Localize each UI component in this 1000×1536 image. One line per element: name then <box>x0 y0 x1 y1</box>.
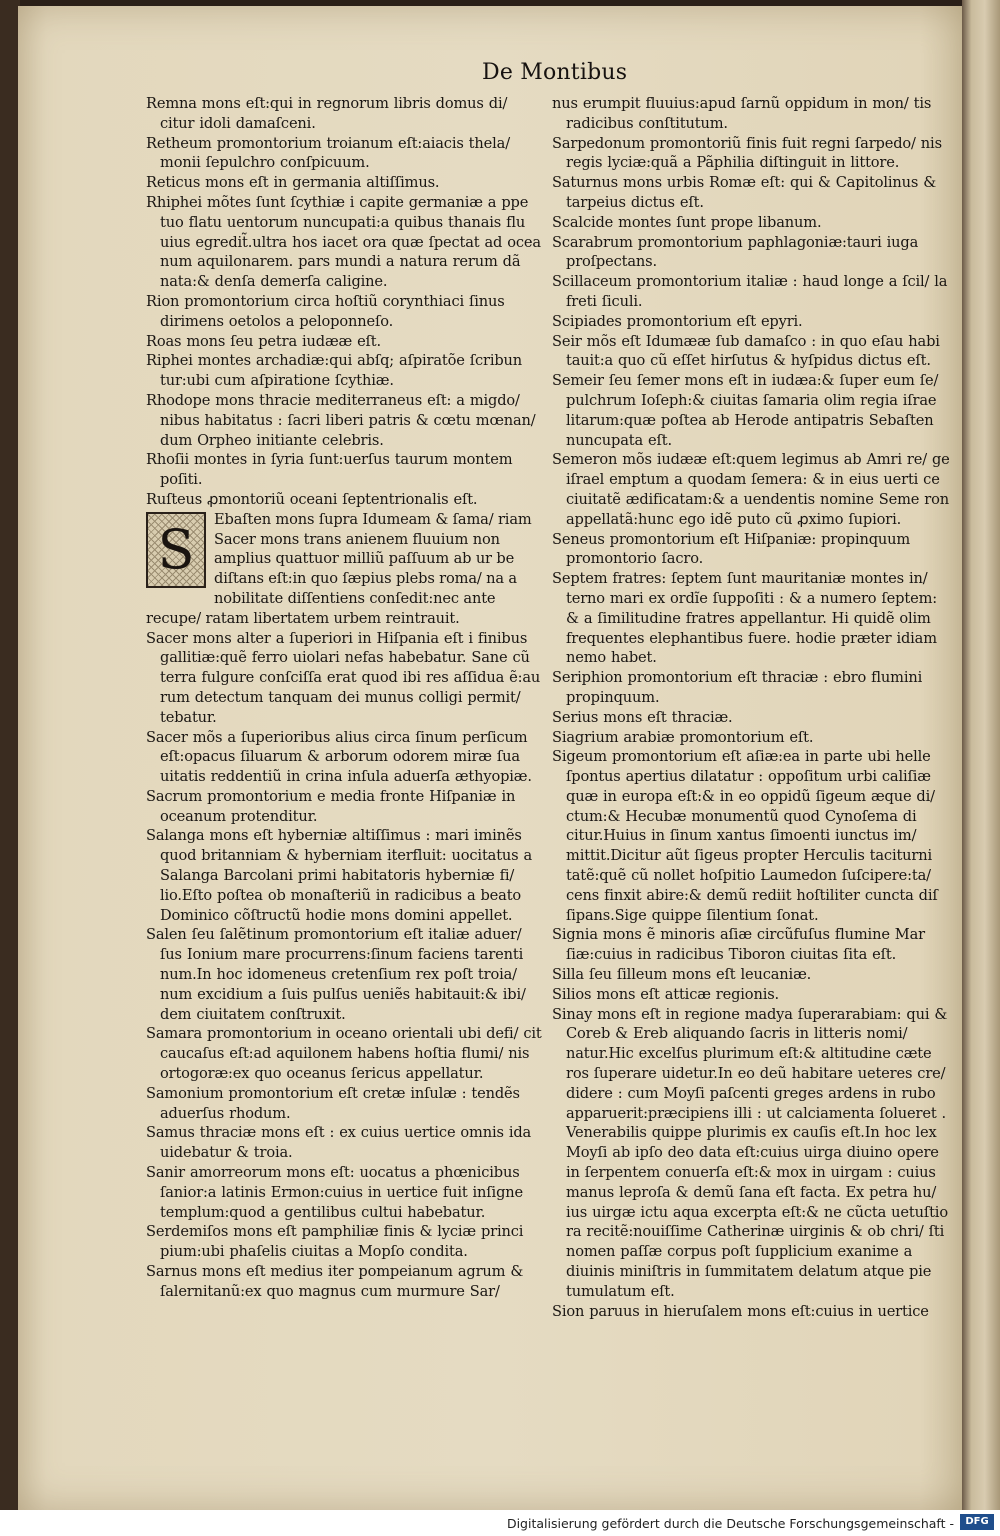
dictionary-entry: Sigeum promontorium eſt aſiæ:ea in parte ubi helle ſpontus apertius dilatatur : oppoſitum urbi caliſiæ quæ in europa eſt:& in eo oppidũ ſigeum æque di/ ctum:& Hecubæ monumentũ quod Cynoſema di citur.Huius in ſinum xantus ſimoenti iunctus im/ mittit.Dicitur aũt ſigeus propter Herculis taciturni tatẽ:quẽ cũ nollet hoſpitio Laumedon ſuſcipere:ta/ cens finxit abire:& demũ rediit hoſtiliter cuncta diſ ſipans.Sige quippe ſilentium ſonat. <box>552 748 938 924</box>
dictionary-entry: Silios mons eſt atticæ regionis. <box>552 985 780 1003</box>
initial-letter: S <box>157 517 195 581</box>
running-title: De Montibus <box>482 60 628 85</box>
dictionary-entry: Remna mons eſt:qui in regnorum libris domus di/ citur idoli damaſceni. <box>146 95 508 132</box>
dictionary-entry: Sanir amorreorum mons eſt: uocatus a phœnicibus ſanior:a latinis Ermon:cuius in uertice fuit inſigne templum:quod a gentilibus cultui habebatur. <box>146 1164 524 1221</box>
dictionary-entry: Ruſteus ꝓmontoriũ oceani ſeptentrionalis eſt. <box>146 490 478 508</box>
dictionary-entry: Serius mons eſt thraciæ. <box>552 708 733 726</box>
dictionary-entry: Rion promontorium circa hoſtiũ corynthiaci ſinus dirimens oetolos a peloponneſo. <box>146 292 505 330</box>
dictionary-entry: Salen ſeu ſalẽtinum promontorium eſt italiæ aduer/ ſus Ionium mare procurrens:ſinum faciens tarenti num.In hoc idomeneus cretenſium rex poſt troia/ num excidium a ſuis pulſus ueniẽs habitauit:& ibi/ dem ciuitatem conſtruxit. <box>146 926 526 1023</box>
dictionary-entry: Sarnus mons eſt medius iter pompeianum agrum & ſalernitanũ:ex quo magnus cum murmure Sar/ <box>146 1263 524 1300</box>
dictionary-entry: Riphei montes archadiæ:qui abſq; aſpiratõe ſcribun tur:ubi cum aſpiratione ſcythiæ. <box>146 352 523 390</box>
left-entries-after <box>146 629 544 1302</box>
dictionary-entry: Sarpedonum promontoriũ finis fuit regni ſarpedo/ nis regis lyciæ:quã a Pãphilia diſtinguit in littore. <box>552 134 942 172</box>
dictionary-entry: Silla ſeu ſilleum mons eſt leucaniæ. <box>552 966 812 984</box>
dictionary-entry: Sacer mons trans anienem fluuium non amplius quattuor milliũ paſſuum ab ur be diſtans eſt:in quo ſæpius plebs roma/ na a nobilitate diſſentiens conſedit:nec ante recupe/ ratam libertatem urbem reintrauit. <box>146 530 517 627</box>
dictionary-entry: Samonium promontorium eſt cretæ inſulæ : tendẽs aduerſus rhodum. <box>146 1084 520 1122</box>
dictionary-entry: Rhodope mons thracie mediterraneus eſt: a migdo/ nibus habitatus : ſacri liberi patris & cœtu mœnan/ dum Orpheo initiante celebris. <box>146 391 536 449</box>
dictionary-entry: Samus thraciæ mons eſt : ex cuius uertice omnis ida uidebatur & troia. <box>146 1124 532 1162</box>
dictionary-entry: Signia mons ẽ minoris aſiæ circũfuſus flumine Mar ſiæ:cuius in radicibus Tiboron ciuitas ſita eſt. <box>552 926 925 964</box>
dictionary-entry: Sinay mons eſt in regione madya ſuperarabiam: qui & Coreb & Ereb aliquando ſacris in litteris nomi/ natur.Hic excelſus plurimum eſt:& altitudine cæte ros ſuperare uidetur.In eo deũ habitare ueteres cre/ didere : cum Moyſi paſcenti greges ardens in rubo apparuerit:præcipiens illi : ut calciamenta ſolueret . Venerabilis quippe plurimis ex cauſis eſt.In hoc lex Moyſi ab ipſo deo data eſt:cuius uirga diuino opere in ſerpentem conuerſa eſt:& mox in uirgam : cuius manus leproſa & demũ ſana eſt facta. Ex petra hu/ ius uirgæ ictu aqua excerpta eſt:& ne cũcta uetuſtio ra recitẽ:nouiſſime Catherinæ uirginis & ob chri/ ſti nomen paſſæ corpus poſt ſupplicium exanime a diuinis miniſtris in ſummitatem delatum atque pie tumulatum eſt. <box>552 1005 948 1300</box>
dictionary-entry: Sacer mons alter a ſuperiori in Hiſpania eſt i finibus gallitiæ:quẽ ferro uiolari nefas habebatur. Sane cũ terra fulgure conſciſſa erat quod ibi res aſſidua ẽ:au rum detectum tanquam dei munus colligi permit/ tebatur. <box>146 629 541 726</box>
dictionary-entry: Septem fratres: ſeptem ſunt mauritaniæ montes in/ terno mari ex ordĩe ſuppoſiti : & a numero ſeptem: & a ſimilitudine fratres appellantur. Hi quidẽ olim frequentes elephantibus fuere. hodie præter idiam nemo habet. <box>552 570 938 667</box>
dictionary-entry: Seir mõs eſt Idumææ ſub damaſco : in quo eſau habi tauit:a quo cũ eſſet hirſutus & hyſpidus dictus eſt. <box>552 332 940 370</box>
dictionary-entry: Rhoſii montes in ſyria ſunt:uerſus taurum montem poſiti. <box>146 451 513 489</box>
dictionary-entry: Sacer mõs a ſuperioribus alius circa ſinum perſicum eſt:opacus ſiluarum & arborum odorem miræ ſua uitatis reddentiũ in crina inſula aduerſa æthyopiæ. <box>146 728 532 786</box>
decorated-initial-icon <box>146 512 206 588</box>
dictionary-entry: Reticus mons eſt in germania altiſſimus. <box>146 174 440 192</box>
dictionary-entry: Seneus promontorium eſt Hiſpaniæ: propinquum promontorio ſacro. <box>552 530 911 568</box>
dictionary-entry: Scalcide montes ſunt prope libanum. <box>552 213 822 231</box>
binding-spine <box>0 0 20 1510</box>
dictionary-entry: Semeron mõs iudææ eſt:quem legimus ab Amri re/ ge iſrael emptum a quodam ſemera: & in eius uerti ce ciuitatẽ ædificatam:& a uendentis nomine Seme ron appellatã:hunc ego idẽ puto cũ ꝓximo ſupiori. <box>552 451 950 528</box>
dictionary-entry: Scarabrum promontorium paphlagoniæ:tauri iuga proſpectans. <box>552 233 919 271</box>
footer-credit: Digitalisierung gefördert durch die Deutsche Forschungsgemeinschaft - <box>506 1516 954 1531</box>
dictionary-entry: Seriphion promontorium eſt thraciæ : ebro flumini propinquum. <box>552 669 923 706</box>
initial-block <box>146 510 544 629</box>
dictionary-entry: Semeir ſeu ſemer mons eſt in iudæa:& ſuper eum ſe/ pulchrum Ioſeph:& ciuitas ſamaria olim regia iſrae litarum:quæ poſtea ab Herode antipatris Sebaſten nuncupata eſt. <box>552 372 939 449</box>
dictionary-entry: Retheum promontorium troianum eſt:aiacis thela/ monii ſepulchro conſpicuum. <box>146 134 510 172</box>
dictionary-entry: Serdemiſos mons eſt pamphiliæ finis & lyciæ princi pium:ubi phaſelis ciuitas a Mopſo condita. <box>146 1223 524 1261</box>
dictionary-entry: Salanga mons eſt hyberniæ altiſſimus : mari iminẽs quod britanniam & hyberniam iterfluit: uocitatus a Salanga Barcolani primi habitatoris hyberniæ fi/ lio.Eſto poſtea ob monaſteriũ in radicibus a beato Dominico cõſtructũ hodie mons domini appellet. <box>146 827 533 924</box>
dictionary-entry: Ebaſten mons ſupra Idumeam & ſama/ riam <box>214 510 532 528</box>
dictionary-entry: Siagrium arabiæ promontorium eſt. <box>552 728 814 746</box>
dfg-logo-icon: DFG <box>960 1514 994 1530</box>
dictionary-entry: Scillaceum promontorium italiæ : haud longe a ſcil/ la freti ſiculi. <box>552 273 948 310</box>
next-page-edge <box>962 0 1000 1510</box>
dictionary-entry: Sacrum promontorium e media fronte Hiſpaniæ in oceanum protenditur. <box>146 787 516 825</box>
left-entries <box>146 94 544 510</box>
dictionary-entry: Saturnus mons urbis Romæ eſt: qui & Capitolinus & tarpeius dictus eſt. <box>552 174 937 211</box>
dictionary-entry: nus erumpit fluuius:apud ſarnũ oppidum in mon/ tis radicibus conſtitutum. <box>552 95 932 132</box>
right-entries <box>552 94 950 1321</box>
dictionary-entry: Scipiades promontorium eſt epyri. <box>552 312 803 330</box>
dictionary-entry: Roas mons ſeu petra iudææ eſt. <box>146 332 382 350</box>
dictionary-entry: Samara promontorium in oceano orientali ubi defi/ cit caucaſus eſt:ad aquilonem habens hoſtia flumi/ nis ortogoræ:ex quo oceanus ſericus appellatur. <box>146 1025 542 1083</box>
dictionary-entry: Sion paruus in hieruſalem mons eſt:cuius in uertice <box>552 1302 929 1320</box>
right-column <box>552 94 950 1320</box>
left-column <box>146 94 544 1300</box>
dictionary-entry: Rhiphei mõtes ſunt ſcythiæ i capite germaniæ a ppe tuo flatu uentorum nuncupati:a quibus thanais flu uius egredit̃.ultra hos iacet ora quæ ſpectat ad ocea num aquilonarem. pars mundi a natura rerum dã nata:& denſa demerſa caligine. <box>146 193 541 291</box>
